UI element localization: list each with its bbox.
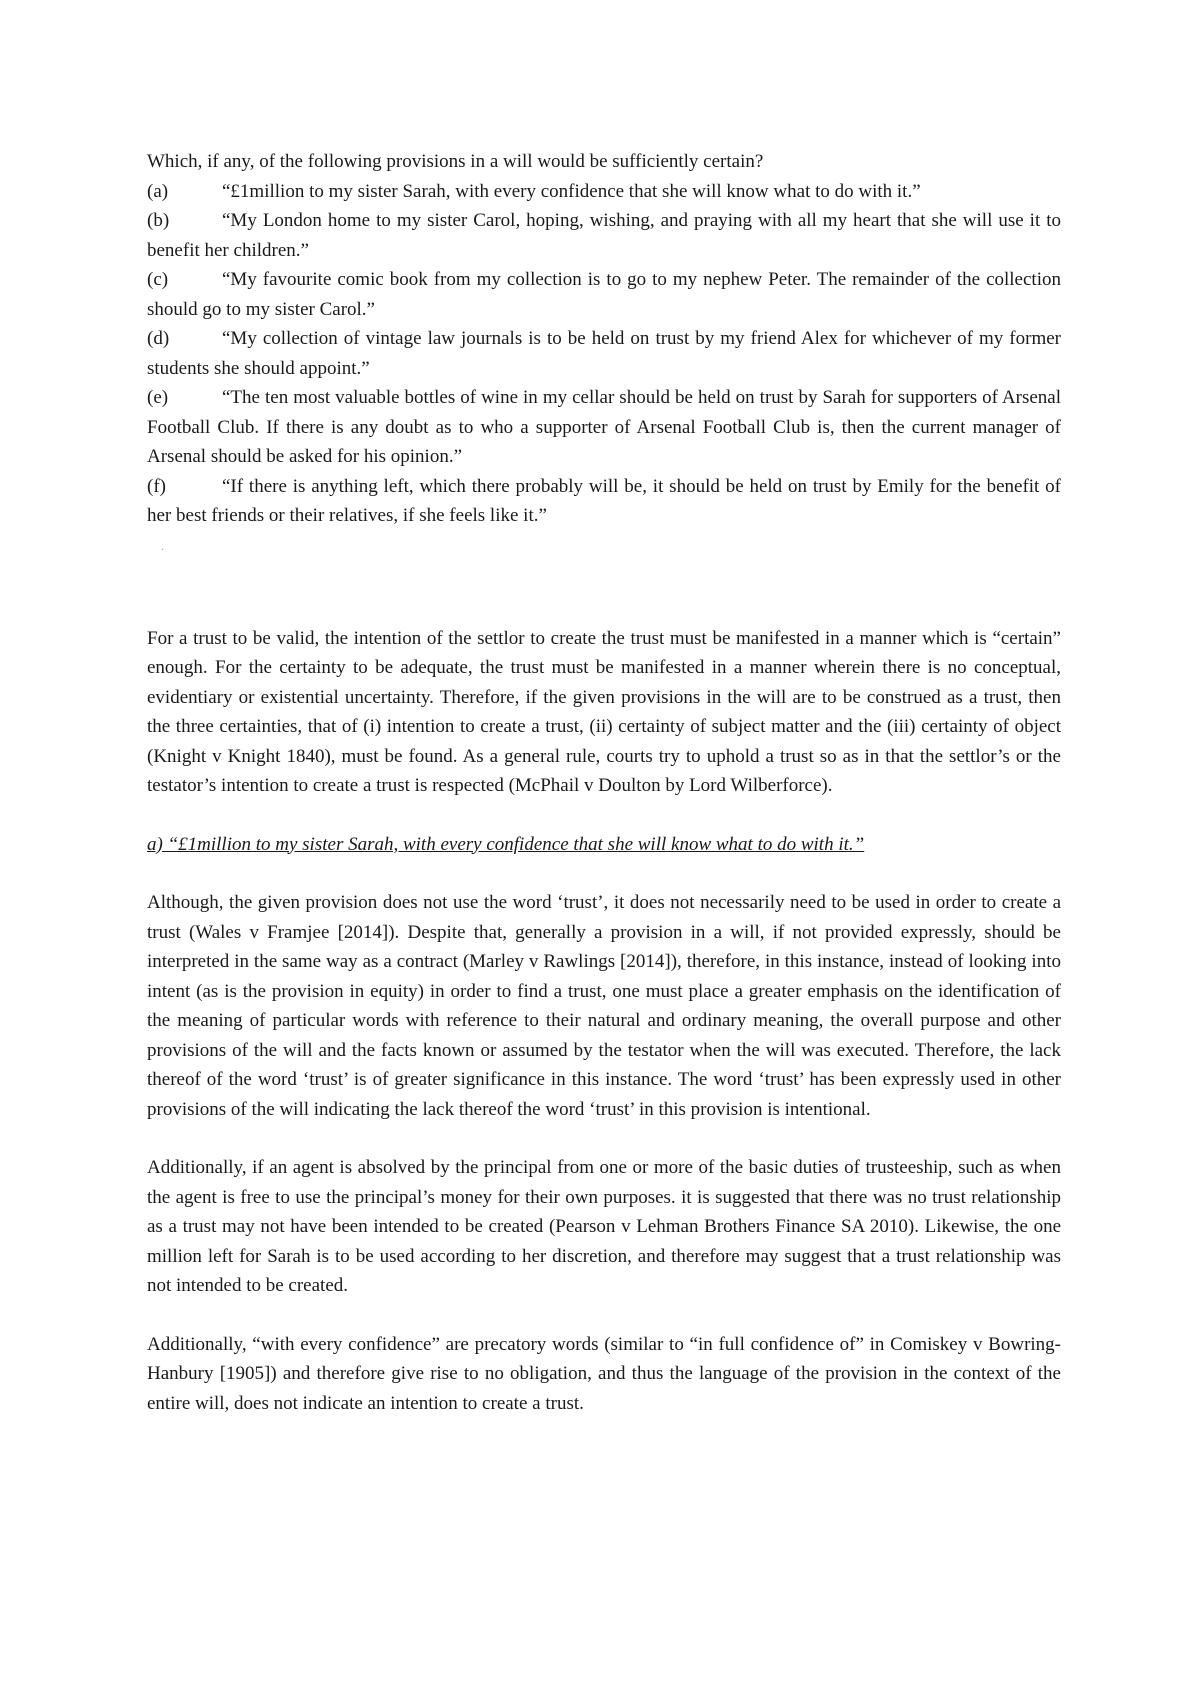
provision-label: (a) <box>147 180 169 202</box>
section-a-heading: a) “£1million to my sister Sarah, with every confidence that she will know what to do with it.” <box>147 833 865 855</box>
provisions-list <box>147 177 1061 531</box>
spacer <box>147 801 1061 830</box>
provision-d <box>147 324 1061 383</box>
provision-text: “The ten most valuable bottles of wine in my cellar should be held on trust by Sarah for supporters of Arsenal Football Club. If there is any doubt as to who a supporter of Arsenal Football Club is, then the current manager of Arsenal should be asked for his opinion.” <box>147 387 1061 467</box>
stray-mark: · <box>161 544 165 556</box>
provision-label: (e) <box>147 387 169 408</box>
provision-e <box>147 383 1061 472</box>
provision-c <box>147 265 1061 324</box>
provision-label: (b) <box>147 210 170 231</box>
provision-f <box>147 472 1061 531</box>
section-a-paragraph-1: Although, the given provision does not use the word ‘trust’, it does not necessarily need to be used in order to create a trust (Wales v Framjee [2014]). Despite that, generally a provision in a will, if not provided expressly, should be interpreted in the same way as a contract (Marley v Rawlings [2014]), therefore, in this instance, instead of looking into intent (as is the provision in equity) in order to find a trust, one must place a greater emphasis on the identification of the meaning of particular words with reference to their natural and ordinary meaning, the overall purpose and other provisions of the will and the facts known or assumed by the testator when the will was executed. Therefore, the lack thereof of the word ‘trust’ is of greater significance in this instance. The word ‘trust’ has been expressly used in other provisions of the will indicating the lack thereof the word ‘trust’ in this provision is intentional. <box>147 892 1061 1120</box>
intro-paragraph: For a trust to be valid, the intention of the settlor to create the trust must be manifested in a manner which is “certain” enough. For the certainty to be adequate, the trust must be manifested in a manner wherein there is no conceptual, evidentiary or existential uncertainty. Therefore, if the given provisions in the will are to be construed as a trust, then the three certainties, that of (i) intention to create a trust, (ii) certainty of subject matter and the (iii) certainty of object (Knight v Knight 1840), must be found. As a general rule, courts try to uphold a trust so as in that the settlor’s or the testator’s intention to create a trust is respected (McPhail v Doulton by Lord Wilberforce). <box>147 627 1061 796</box>
spacer <box>147 563 1061 624</box>
provision-label: (d) <box>147 328 170 349</box>
provision-b <box>147 206 1061 265</box>
provision-label: (f) <box>147 475 166 497</box>
provision-text: “My favourite comic book from my collection is to go to my nephew Peter. The remainder of the collection should go to my sister Carol.” <box>147 269 1061 320</box>
document-page <box>147 147 1061 1418</box>
provision-a <box>147 177 1061 207</box>
spacer <box>147 1124 1061 1153</box>
provision-label: (c) <box>147 269 169 290</box>
provision-text: “My collection of vintage law journals is to be held on trust by my friend Alex for whichever of my former students she should appoint.” <box>147 328 1061 379</box>
spacer <box>147 1301 1061 1330</box>
section-a-paragraph-2: Additionally, if an agent is absolved by the principal from one or more of the basic duties of trusteeship, such as when the agent is free to use the principal’s money for their own purposes. it is suggested that there was no trust relationship as a trust may not have been intended to be created (Pearson v Lehman Brothers Finance SA 2010). Likewise, the one million left for Sarah is to be used according to her discretion, and therefore may suggest that a trust relationship was not intended to be created. <box>147 1157 1061 1296</box>
provision-text: “£1million to my sister Sarah, with every confidence that she will know what to do with it.” <box>222 180 921 202</box>
provision-text: “My London home to my sister Carol, hoping, wishing, and praying with all my heart that she will use it to benefit her children.” <box>147 210 1061 261</box>
spacer <box>147 859 1061 888</box>
question-text: Which, if any, of the following provisions in a will would be sufficiently certain? <box>147 151 764 172</box>
provision-text: “If there is anything left, which there probably will be, it should be held on trust by Emily for the benefit of her best friends or their relatives, if she feels like it.” <box>147 475 1061 526</box>
section-a-paragraph-3: Additionally, “with every confidence” are precatory words (similar to “in full confidence of” in Comiskey v Bowring-Hanbury [1905]) and therefore give rise to no obligation, and thus the language of the provision in the context of the entire will, does not indicate an intention to create a trust. <box>147 1333 1061 1414</box>
